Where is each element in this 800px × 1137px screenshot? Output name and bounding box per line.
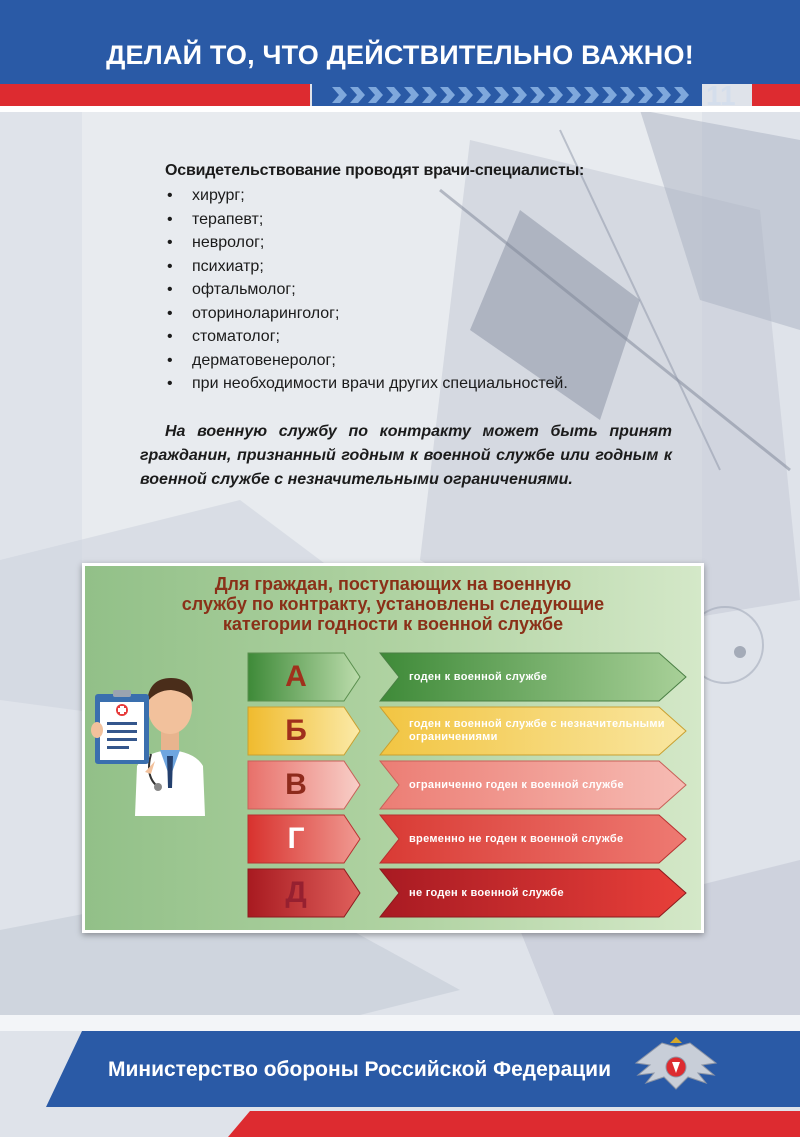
bullet: •: [167, 187, 173, 204]
list-item: [165, 184, 685, 208]
list-item: [165, 255, 685, 279]
page-title: ДЕЛАЙ ТО, ЧТО ДЕЙСТВИТЕЛЬНО ВАЖНО!: [106, 40, 694, 70]
category-b-letter: Б: [285, 714, 307, 747]
panel-title-line: службу по контракту, установлены следующие: [181, 594, 605, 614]
specialist-name: стоматолог;: [192, 328, 280, 345]
page-number: 11: [706, 80, 736, 111]
bullet: •: [167, 257, 173, 275]
specialists-list: [165, 184, 685, 396]
exam-section: [165, 162, 685, 396]
bullet: •: [167, 375, 173, 392]
category-row-v: [247, 760, 697, 810]
category-row-a: [247, 652, 697, 702]
list-item: [165, 278, 685, 302]
panel-title: [85, 574, 701, 634]
specialist-name: психиатр;: [192, 257, 264, 275]
list-item: [165, 372, 685, 396]
header-chevron-strip: [312, 84, 702, 106]
fitness-categories-panel: [82, 563, 704, 933]
specialist-name: оториноларинголог;: [192, 304, 340, 322]
specialist-name: терапевт;: [192, 210, 264, 228]
header-red-strip-right: [752, 84, 800, 106]
header-white-line: [0, 106, 800, 112]
category-g-description: временно не годен к военной службе: [409, 832, 624, 845]
footer-white-strip: [0, 1015, 800, 1031]
panel-title-line: Для граждан, поступающих на военную: [214, 574, 572, 594]
category-d-description: не годен к военной службе: [409, 886, 564, 899]
footer-ministry-name: Министерство обороны Российской Федерации: [108, 1058, 612, 1081]
list-item: [165, 325, 685, 349]
category-a-letter: А: [285, 660, 307, 693]
category-row-g: [247, 814, 697, 864]
bullet: •: [167, 328, 173, 345]
bullet: •: [167, 210, 173, 228]
category-row-d: [247, 868, 697, 918]
bullet: •: [167, 234, 173, 251]
category-d-letter: Д: [285, 876, 307, 909]
category-v-letter: В: [285, 768, 307, 801]
bullet: •: [167, 281, 173, 298]
specialist-name: невролог;: [192, 234, 265, 251]
specialist-name: дерматовенеролог;: [192, 351, 336, 369]
category-g-letter: Г: [287, 822, 305, 855]
ministry-eagle-emblem: [632, 1037, 720, 1097]
specialist-name: офтальмолог;: [192, 281, 296, 298]
header-red-strip: [0, 84, 310, 106]
contract-note: [140, 420, 672, 492]
exam-lead: Освидетельствование проводят врачи-специалисты:: [165, 162, 585, 179]
contract-note-text: На военную службу по контракту может быть принят гражданин, признанный годным к военной службе или годным к военной службе с незначительными ограничениями.: [140, 423, 672, 488]
list-item: [165, 208, 685, 232]
bullet: •: [167, 304, 173, 322]
category-v-description: ограниченно годен к военной службе: [409, 778, 624, 791]
list-item: [165, 231, 685, 255]
panel-title-line: категории годности к военной службе: [222, 614, 564, 634]
specialist-name: при необходимости врачи других специальностей.: [192, 375, 568, 392]
category-row-b: [247, 706, 697, 756]
doctor-illustration: [85, 666, 245, 816]
list-item: [165, 349, 685, 373]
specialist-name: хирург;: [192, 187, 245, 204]
list-item: [165, 302, 685, 326]
bullet: •: [167, 351, 173, 369]
category-a-description: годен к военной службе: [409, 670, 548, 683]
category-b-description: годен к военной службе с незначительными ограничениями: [409, 718, 665, 743]
